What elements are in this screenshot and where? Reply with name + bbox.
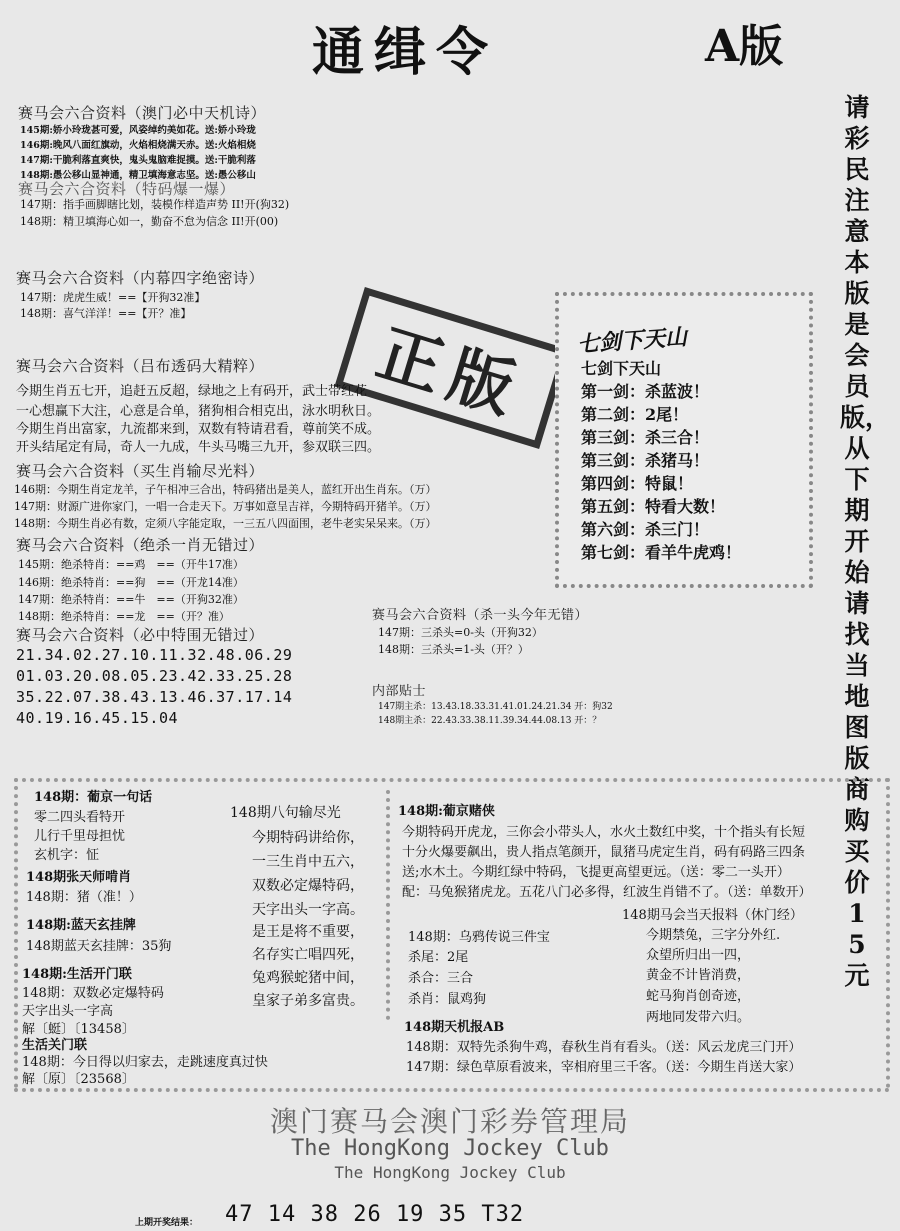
text-line: 148期:生活开门联: [22, 967, 132, 982]
text-line: 配：马兔猴猪虎龙。五花八门必多得，红波生肖错不了。（送：单数开）: [402, 885, 812, 900]
text-line: 148期:蓝天玄挂牌: [26, 918, 136, 933]
text-line: 儿行千里母担忧: [34, 829, 126, 844]
text-line: 今期特码讲给你，: [252, 830, 364, 846]
divider: [14, 778, 890, 782]
text-line: 148期：今日得以归家去，走跳速度真过快: [22, 1055, 268, 1070]
text-line: 蛇马狗肖创奇迹，: [646, 989, 751, 1004]
edition-label: A版: [705, 21, 784, 72]
text-line: 第三剑：杀三合！: [581, 428, 710, 447]
text-line: 解〔原〕〔23568〕: [22, 1072, 135, 1087]
section-header: 赛马会六合资料（特码爆一爆）: [18, 180, 236, 198]
text-line: 生活关门联: [22, 1038, 88, 1053]
org-name-cn: 澳门赛马会澳门彩券管理局: [269, 1105, 630, 1138]
text-line: 第三剑：杀猪马！: [581, 451, 710, 470]
text-line: 146期：今期生肖定龙羊，子午相冲三合出，特码猪出是美人，蓝红开出生肖东。（万）: [14, 483, 437, 496]
text-line: 皇家子弟多富贵。: [252, 993, 364, 1009]
text-line: 146期：绝杀特肖：==狗 ==（开龙14准）: [18, 576, 244, 589]
org-name-en: The HongKong Jockey Club: [291, 1136, 609, 1161]
section-header: 148期马会当天报料（休门经）: [622, 908, 803, 923]
result-numbers: 47 14 38 26 19 35 T32: [225, 1202, 525, 1227]
section-header: 赛马会六合资料（绝杀一肖无错过）: [16, 536, 265, 554]
text-line: 今期禁兔，三字分外红.: [646, 928, 781, 943]
text-line: 第七剑：看羊牛虎鸡！: [581, 543, 742, 562]
text-line: 147期：指手画脚瞎比划，装模作样造声势 II!开(狗32): [20, 198, 290, 211]
text-line: 一心想赢下大注，心意是合单，猪狗相合相克出，泳水明秋日。: [16, 404, 381, 419]
section-header: 赛马会六合资料（内幕四字绝密诗）: [16, 269, 265, 287]
text-line: 黄金不计皆消费，: [646, 968, 751, 983]
text-line: 天字出头一字高: [22, 1004, 114, 1019]
text-line: 名存实亡唱四死，: [252, 947, 364, 963]
section-header: 赛马会六合资料（杀一头今年无错）: [372, 608, 589, 623]
text-line: 两地同发带六归。: [646, 1010, 751, 1025]
text-line: 148期：双特先杀狗牛鸡，春秋生肖有看头。（送：风云龙虎三门开）: [406, 1040, 802, 1055]
text-line: 148期:愚公移山显神通，精卫填海意志坚。送:愚公移山: [20, 170, 256, 181]
text-line: 七剑下天山: [581, 359, 662, 378]
number-row: 21.34.02.27.10.11.32.48.06.29: [16, 646, 293, 664]
text-line: 天字出头一字高。: [252, 902, 364, 918]
text-line: 兔鸡猴蛇猪中间，: [252, 970, 364, 986]
text-line: 147期：虎虎生威！==【开狗32准】: [20, 291, 206, 304]
text-line: 145期：绝杀特肖：==鸡 ==（开牛17准）: [18, 558, 244, 571]
result-label: 上期开奖结果：: [135, 1218, 199, 1228]
text-line: 双数必定爆特码，: [252, 878, 364, 894]
text-line: 148期：精卫填海心如一，勤奋不怠为信念 II!开(00): [20, 215, 279, 228]
text-line: 零二四头看特开: [34, 810, 126, 825]
section-header: 148期：乌鸦传说三件宝: [408, 930, 550, 945]
page-title: 通缉令: [312, 22, 499, 83]
text-line: 十分火爆要飙出，贵人指点笔颜开，鼠猪马虎定生肖，码有码路三四条: [402, 845, 806, 860]
text-line: 第五剑：特看大数！: [581, 497, 726, 516]
text-line: 送;水木土。今期红绿中特码，飞提更高望更远。（送：零二一头开）: [402, 865, 790, 880]
member-notice: 请彩民注意本版是会员版，从下期开始请找当地图版商购买价15元: [840, 93, 891, 990]
text-line: 今期特码开虎龙，三你会小带头人，水火土数红中奖，十个指头有长短: [402, 825, 806, 840]
text-line: 今期生肖出富家，九流都来到，双数有特请君看，尊前笑不成。: [16, 422, 381, 437]
section-header: 赛马会六合资料（买生肖输尽光料）: [16, 462, 265, 480]
divider: [14, 1088, 890, 1092]
text-line: 148期：绝杀特肖：==龙 ==（开？准）: [18, 610, 230, 623]
text-line: 147期：三杀头=0-头（开狗32）: [378, 626, 543, 639]
section-header: 148期:葡京赌侠: [398, 804, 495, 819]
seven-swords-box: [555, 292, 813, 588]
text-line: 杀肖：鼠鸡狗: [408, 992, 487, 1007]
text-line: 杀尾：2尾: [408, 950, 469, 965]
number-row: 35.22.07.38.43.13.46.37.17.14: [16, 688, 293, 706]
text-line: 148期：猪（准！）: [26, 890, 142, 905]
divider: [386, 790, 390, 1020]
text-line: 玄机字：怔: [34, 848, 100, 863]
number-row: 01.03.20.08.05.23.42.33.25.28: [16, 667, 293, 685]
genuine-stamp: 正版: [334, 287, 569, 449]
text-line: 146期:晚风八面红旗动，火焰相烧满天赤。送:火焰相烧: [20, 140, 256, 151]
text-line: 147期：绿色草原看波来，宰相府里三千客。（送：今期生肖送大家）: [406, 1060, 802, 1075]
text-line: 147期：绝杀特肖：==牛 ==（开狗32准）: [18, 593, 244, 606]
section-header: 赛马会六合资料（吕布透码大精粹）: [16, 357, 265, 375]
text-line: 148期：三杀头=1-头（开？）: [378, 643, 529, 656]
text-line: 145期:娇小玲珑甚可爱，风姿绰约美如花。送:娇小玲珑: [20, 125, 256, 136]
text-line: 解〔蜓〕〔13458〕: [22, 1022, 135, 1037]
text-line: 148期张天师啃肖: [26, 870, 132, 885]
number-row: 40.19.16.45.15.04: [16, 709, 179, 727]
text-line: 148期：双数必定爆特码: [22, 986, 164, 1001]
box-title: 七剑下天山: [576, 324, 688, 358]
section-header: 赛马会六合资料（必中特围无错过）: [16, 626, 265, 644]
text-line: 147期：财源广进你家门，一唱一合走天下。万事如意呈吉祥，今期特码开猪羊。（万）: [14, 500, 437, 513]
org-name-en-small: The HongKong Jockey Club: [334, 1163, 566, 1182]
divider: [14, 778, 18, 1088]
text-line: 众望所归出一四，: [646, 948, 751, 963]
text-line: 148期：今期生肖必有数，定须八字能定取，一三五八四面围，老牛老实呆呆来。（万）: [14, 517, 437, 530]
section-header: 148期天机报AB: [404, 1020, 505, 1035]
section-header: 内部贴士: [372, 684, 427, 699]
text-line: 开头结尾定有局，奇人一九成，牛头马嘴三九开，参双联三四。: [16, 440, 381, 455]
text-line: 148期：喜气洋洋！==【开？准】: [20, 307, 192, 320]
text-line: 第一剑：杀蓝波！: [581, 382, 710, 401]
text-line: 第二剑：2尾！: [581, 405, 689, 424]
text-line: 147期主杀：13.43.18.33.31.41.01.24.21.34 开：狗32: [378, 702, 613, 712]
section-header: 赛马会六合资料（澳门必中天机诗）: [18, 104, 267, 122]
divider: [886, 778, 890, 1088]
text-line: 杀合：三合: [408, 971, 474, 986]
text-line: 147期:干脆利落直爽快，鬼头鬼脑难捉摸。送:干脆利落: [20, 155, 256, 166]
text-line: 今期生肖五七开，追赶五反超，绿地之上有码开，武士带红花: [16, 384, 368, 399]
text-line: 一三生肖中五六，: [252, 854, 364, 870]
text-line: 第四剑：特鼠！: [581, 474, 694, 493]
text-line: 是王是将不重要，: [252, 924, 364, 940]
text-line: 148期蓝天玄挂牌：35狗: [26, 939, 172, 954]
section-header: 148期八句输尽光: [230, 805, 341, 821]
text-line: 148期：葡京一句话: [34, 790, 153, 805]
text-line: 第六剑：杀三门！: [581, 520, 710, 539]
text-line: 148期主杀：22.43.33.38.11.39.34.44.08.13 开：？: [378, 716, 602, 726]
